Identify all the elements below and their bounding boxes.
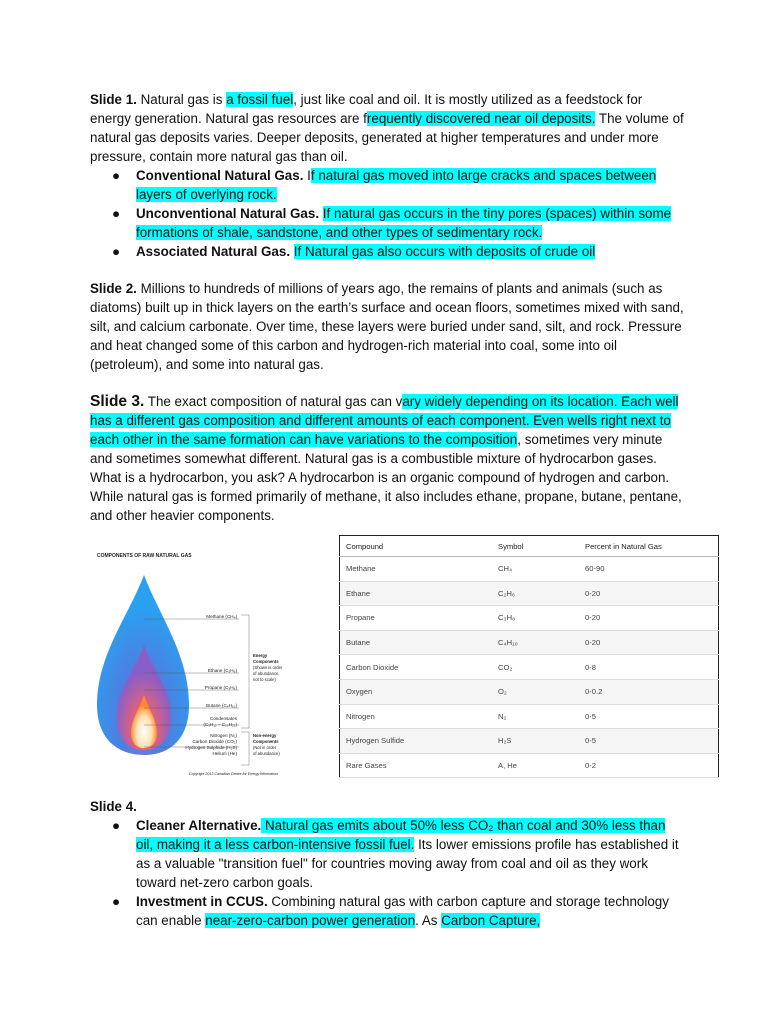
nonenergy-group-note: of abundance) — [253, 751, 280, 756]
table-cell: 0-5 — [579, 704, 719, 729]
text-run: Its lower emissions profile has established it as a valuable "transition fuel" for countries moving away from coal and oil as they work toward net-zero carbon goals. — [136, 837, 679, 890]
label-propane: Propane (C₃H₈) — [204, 685, 237, 690]
bullet-title: Unconventional Natural Gas. — [136, 206, 320, 221]
energy-group-note: (Shown is order — [253, 665, 283, 670]
highlight-run: If natural gas occurs in the tiny pores (spaces) within some formations of shale, sandstone, and other types of sedimentary rock. — [136, 206, 672, 240]
table-cell: 0-20 — [579, 581, 719, 606]
table-row — [340, 606, 719, 631]
bullet-icon: ● — [112, 206, 121, 221]
table-cell: Rare Gases — [340, 753, 493, 778]
list-item — [90, 242, 686, 261]
table-row — [340, 679, 719, 704]
slide-4-label-text: Slide 4. — [90, 799, 137, 814]
highlight-run: requently discovered near oil deposits. — [366, 111, 596, 126]
bullet-icon: ● — [112, 244, 121, 259]
bullet-icon: ● — [112, 818, 121, 833]
table-cell: 0-20 — [579, 606, 719, 631]
natural-gas-flame-diagram — [89, 545, 329, 777]
slide-4-label — [90, 797, 686, 816]
table-cell: Ethane — [340, 581, 493, 606]
list-item — [90, 204, 686, 242]
slide-2-paragraph — [90, 279, 686, 374]
label-h2s: Hydrogen Sulphide (H₂S) — [185, 745, 237, 750]
table-cell: A, He — [492, 753, 579, 778]
table-row — [340, 630, 719, 655]
table-cell: 0-5 — [579, 729, 719, 754]
text-run: Combining natural gas with carbon capture and storage technology can enable — [136, 894, 669, 928]
text-run: Natural gas is — [136, 92, 227, 107]
table-row — [340, 581, 719, 606]
label-condensates: Condensates — [209, 716, 237, 721]
highlight-run: near-zero-carbon power generation — [205, 913, 416, 928]
energy-group-note: not to scale) — [253, 677, 276, 682]
slide-1-label: Slide 1. — [90, 92, 137, 107]
text-run: The volume of natural gas deposits varies. Deeper deposits, generated at higher temperatures and under more pressure, contain more natural gas than oil. — [90, 111, 684, 164]
table-cell: O₂ — [492, 679, 579, 704]
nonenergy-group-subtitle: Components — [253, 739, 279, 744]
highlight-run: a fossil fuel — [226, 92, 294, 107]
table-cell: Carbon Dioxide — [340, 655, 493, 680]
slide-4-bullet-list — [90, 816, 686, 930]
slide-2-label: Slide 2. — [90, 281, 137, 296]
label-co2: Carbon Dioxide (CO₂) — [192, 739, 237, 744]
bullet-title: Investment in CCUS. — [136, 894, 268, 909]
text-run: . As — [415, 913, 442, 928]
text-run: Millions to hundreds of millions of years ago, the remains of plants and animals (such as diatoms) built up in thick layers on the earth’s surface and ocean floors, sometimes mixed with sand, silt, and calcium carbonate. Over time, these layers were buried under sand, silt, and rock. Pressure and heat changed some of this carbon and hydrogen-rich material into coal, some into oil (petroleum), and some into natural gas. — [90, 281, 684, 372]
bullet-title: Conventional Natural Gas. — [136, 168, 304, 183]
table-header-row — [340, 536, 719, 557]
table-row — [340, 729, 719, 754]
table-cell: CH₄ — [492, 557, 579, 582]
highlight-run: f natural gas moved into large cracks and spaces between layers of overlying rock. — [136, 168, 657, 202]
energy-group-title: Energy — [253, 653, 268, 658]
column-header: Compound — [340, 536, 493, 557]
table-cell: H₂S — [492, 729, 579, 754]
energy-group-subtitle: Components — [253, 659, 279, 664]
table-cell: 0-20 — [579, 630, 719, 655]
slide-1-paragraph — [90, 90, 686, 166]
table-cell: Propane — [340, 606, 493, 631]
document-page — [90, 90, 686, 930]
table-row — [340, 704, 719, 729]
figure-row — [90, 535, 686, 783]
table-cell: C₂H₆ — [492, 581, 579, 606]
slide-3-paragraph — [90, 392, 686, 525]
label-helium: Helium (He) — [212, 751, 237, 756]
label-condensates-formula: (C₅H₁₂ – C₁₀H₂₂) — [203, 722, 237, 727]
table-cell: C₄H₁₀ — [492, 630, 579, 655]
slide-4-section — [90, 797, 686, 930]
table-cell: 60-90 — [579, 557, 719, 582]
text-run: , just like coal and oil. It is mostly utilized as a feedstock for energy generation. Natural gas resources are f — [90, 92, 643, 126]
table-cell: C₃H₈ — [492, 606, 579, 631]
text-run: , sometimes very minute and sometimes somewhat different. Natural gas is a combustible mixture of hydrocarbon gases. What is a hydrocarbon, you ask? A hydrocarbon is an organic compound of hydrogen and carbon. While natural gas is formed primarily of methane, it also includes ethane, propane, butane, pentane, and other heavier components. — [90, 432, 682, 523]
nonenergy-group-note: (Not in order — [253, 745, 277, 750]
bullet-title: Associated Natural Gas. — [136, 244, 291, 259]
table-cell: Nitrogen — [340, 704, 493, 729]
highlight-run: ary widely depending on its location. Each well has a different gas composition and different amounts of each component. Even wells right next to each other in the same formation can have variations to the composition — [90, 394, 679, 447]
highlight-run: Carbon Capture, — [441, 913, 541, 928]
table-cell: 0-2 — [579, 753, 719, 778]
figure-title: COMPONENTS OF RAW NATURAL GAS — [97, 553, 192, 559]
list-item — [90, 166, 686, 204]
table-cell: Oxygen — [340, 679, 493, 704]
label-methane: Methane (CH₄) — [206, 614, 237, 619]
label-butane: Butane (C₄H₁₀) — [206, 703, 237, 708]
energy-group-note: of abundance, — [253, 671, 280, 676]
text-run: I — [303, 168, 311, 183]
slide-3-label: Slide 3. — [90, 393, 145, 410]
column-header: Symbol — [492, 536, 579, 557]
table-cell: 0-0.2 — [579, 679, 719, 704]
slide-1-bullet-list — [90, 166, 686, 261]
figure-copyright: Copyright 2013 Canadian Centre for Energy Information — [189, 772, 279, 776]
text-run: The exact composition of natural gas can v — [144, 394, 403, 409]
nonenergy-group-title: Non-energy — [253, 733, 277, 738]
bullet-icon: ● — [112, 894, 121, 909]
highlight-run: If Natural gas also occurs with deposits of crude oil — [293, 244, 596, 259]
gas-composition-table — [339, 535, 719, 778]
bullet-title: Cleaner Alternative. — [136, 818, 262, 833]
list-item — [90, 892, 686, 930]
label-ethane: Ethane (C₂H₆) — [207, 668, 237, 673]
list-item — [90, 816, 686, 892]
table-cell: Methane — [340, 557, 493, 582]
table-cell: Hydrogen Sulfide — [340, 729, 493, 754]
bullet-icon: ● — [112, 168, 121, 183]
table-row — [340, 655, 719, 680]
table-cell: 0-8 — [579, 655, 719, 680]
table-cell: CO₂ — [492, 655, 579, 680]
table-cell: N₂ — [492, 704, 579, 729]
table-cell: Butane — [340, 630, 493, 655]
table-row — [340, 753, 719, 778]
label-nitrogen: Nitrogen (N₂) — [210, 733, 237, 738]
table-row — [340, 557, 719, 582]
highlight-run: Natural gas emits about 50% less CO₂ than coal and 30% less than oil, making it a less carbon-intensive fossil fuel. — [136, 818, 666, 852]
column-header: Percent in Natural Gas — [579, 536, 719, 557]
